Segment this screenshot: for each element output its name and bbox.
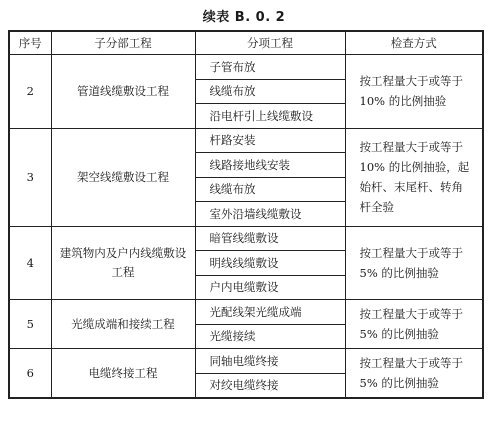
item-cell: 明线线缆敷设: [195, 251, 345, 276]
method-cell: 按工程量大于或等于 5% 的比例抽验: [345, 349, 483, 399]
header-row: [9, 31, 483, 55]
inspection-table: [8, 30, 484, 399]
table-title: 续表 B. 0. 2: [202, 10, 286, 25]
table-row: [9, 226, 483, 251]
item-cell: 线缆布放: [195, 79, 345, 104]
seq-cell: 3: [9, 128, 51, 226]
method-cell: 按工程量大于或等于 5% 的比例抽验: [345, 300, 483, 349]
part-cell: 光缆成端和接续工程: [51, 300, 195, 349]
item-cell: 线缆布放: [195, 177, 345, 202]
method-cell: 按工程量大于或等于 10% 的比例抽验，起始杆、末尾杆、转角杆全验: [345, 128, 483, 226]
header-part: 子分部工程: [51, 31, 195, 55]
item-cell: 暗管线缆敷设: [195, 226, 345, 251]
table-row: [9, 300, 483, 325]
table-row: [9, 55, 483, 80]
table-row: [9, 349, 483, 374]
part-cell: 电缆终接工程: [51, 349, 195, 399]
item-cell: 对绞电缆终接: [195, 373, 345, 398]
item-cell: 室外沿墙线缆敷设: [195, 202, 345, 227]
item-cell: 子管布放: [195, 55, 345, 80]
seq-cell: 6: [9, 349, 51, 399]
header-method: 检查方式: [345, 31, 483, 55]
seq-cell: 5: [9, 300, 51, 349]
item-cell: 线路接地线安装: [195, 153, 345, 178]
seq-cell: 2: [9, 55, 51, 129]
item-cell: 光缆接续: [195, 324, 345, 349]
header-seq: 序号: [9, 31, 51, 55]
part-cell: 管道线缆敷设工程: [51, 55, 195, 129]
method-cell: 按工程量大于或等于 5% 的比例抽验: [345, 226, 483, 300]
item-cell: 沿电杆引上线缆敷设: [195, 104, 345, 129]
seq-cell: 4: [9, 226, 51, 300]
item-cell: 杆路安装: [195, 128, 345, 153]
item-cell: 户内电缆敷设: [195, 275, 345, 300]
item-cell: 同轴电缆终接: [195, 349, 345, 374]
header-item: 分项工程: [195, 31, 345, 55]
part-cell: 架空线缆敷设工程: [51, 128, 195, 226]
method-cell: 按工程量大于或等于 10% 的比例抽验: [345, 55, 483, 129]
table-row: [9, 128, 483, 153]
part-cell: 建筑物内及户内线缆敷设工程: [51, 226, 195, 300]
item-cell: 光配线架光缆成端: [195, 300, 345, 325]
